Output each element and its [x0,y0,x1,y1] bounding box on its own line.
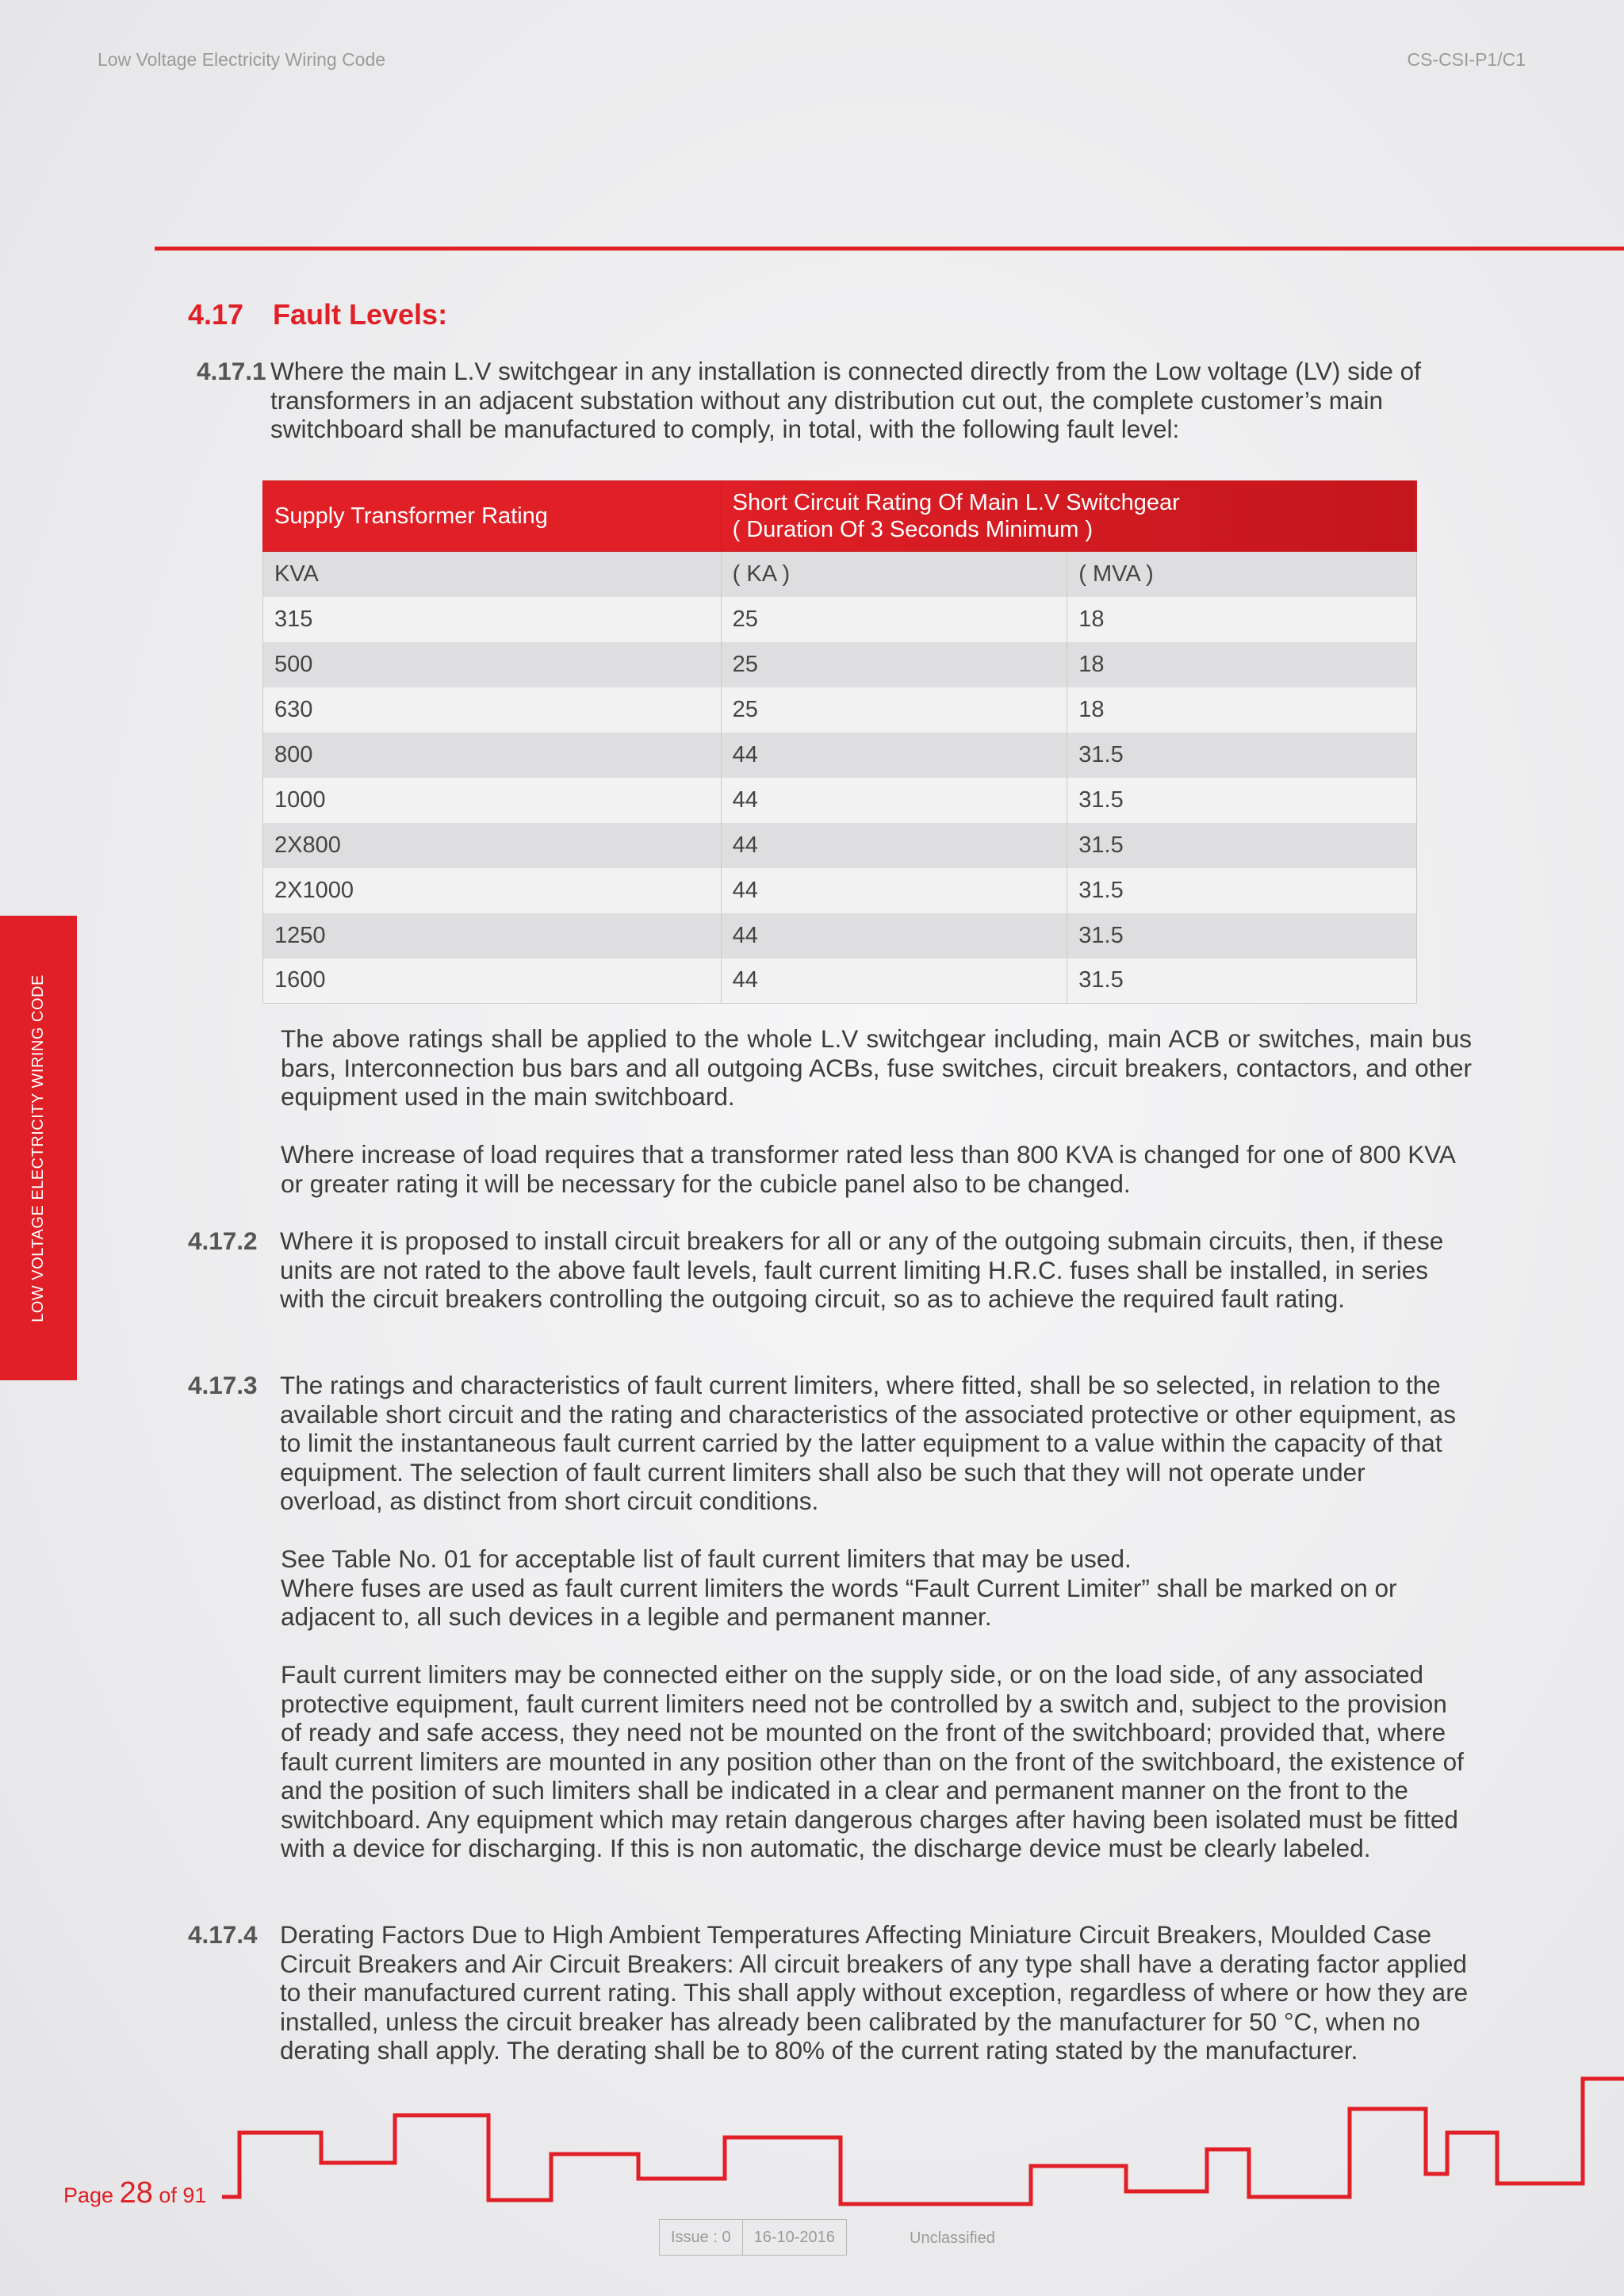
side-tab-label: LOW VOLTAGE ELECTRICITY WIRING CODE [29,974,48,1322]
clause-text: Derating Factors Due to High Ambient Temperatures Affecting Miniature Circuit Breakers, Moulded Case Circuit Breakers and Air Circuit Breakers: All circuit breakers of any type shall have a derating factor applied to their manufactured current rating. This shall apply without exception, regardless of where or how they are installed, unless the circuit breaker has already been calibrated by the manufacturer for 50 °C, when no derating shall apply. The derating shall be to 80% of the current rating stated by the manufacturer. [280,1920,1469,2064]
section-title: Fault Levels: [273,298,448,331]
cell-kva: 2X800 [263,823,722,868]
clause-number: 4.17.2 [188,1226,258,1255]
cell-kva: 1600 [263,959,722,1004]
cell-ka: 44 [721,733,1067,778]
cell-ka: 25 [721,642,1067,687]
limiter-connection-paragraph: Fault current limiters may be connected either on the supply side, or on the load side, of any associated protective equipment, fault current limiters need not be controlled by a switch and, subject to the provision of ready and safe access, they need not be mounted on the front of the switchboard; provided that, where fault current limiters are mounted in any position other than on the front of the switchboard, the existence of and the position of such limiters shall be indicated in a clear and permanent manner on the front to the switchboard. Any equipment which may retain dangerous charges after having been isolated must be fitted with a device for discharging. If this is non automatic, the discharge device must be clearly labeled. [281,1660,1464,1862]
clause-text: The ratings and characteristics of fault current limiters, where fitted, shall be so selected, in relation to the available short circuit and the rating and characteristics of the associated protective or other equipment, as to limit the instantaneous fault current carried by the latter equipment to a value within the capacity of that equipment. The selection of fault current limiters shall also be such that they will not operate under overload, as distinct from short circuit conditions. [280,1371,1457,1515]
load-increase-paragraph: Where increase of load requires that a transformer rated less than 800 KVA is changed for one of 800 KVA or greater rating it will be necessary for the cubicle panel also to be changed. [281,1140,1455,1198]
cell-kva: 630 [263,687,722,733]
cell-mva: 31.5 [1067,823,1417,868]
cell-kva: 500 [263,642,722,687]
unit-mva: ( MVA ) [1067,552,1417,597]
issue-info-box [659,2219,847,2256]
unit-kva: KVA [263,552,722,597]
classification-label: Unclassified [910,2229,995,2247]
limiter-table-reference-line: See Table No. 01 for acceptable list of fault current limiters that may be used. [281,1544,1132,1573]
clause-text: Where it is proposed to install circuit breakers for all or any of the outgoing submain circuits, then, if these units are not rated to the above fault levels, fault current limiting H.R.C. fuses shall be installed, in series with the circuit breakers controlling the outgoing circuit, so as to achieve the required fault rating. [280,1226,1444,1313]
header-short-circuit-line1: Short Circuit Rating Of Main L.V Switchgear [732,490,1180,515]
header-short-circuit-line2: ( Duration Of 3 Seconds Minimum ) [732,517,1094,542]
cell-mva: 18 [1067,642,1417,687]
limiter-marking-text: Where fuses are used as fault current limiters the words “Fault Current Limiter” shall be marked on or adjacent to, all such devices in a legible and permanent manner. [281,1573,1397,1631]
cell-ka: 44 [721,913,1067,959]
header-document-code: CS-CSI-P1/C1 [1407,49,1526,70]
page-current: 28 [119,2176,153,2210]
clause-number: 4.17.1 [197,357,266,385]
cell-mva: 31.5 [1067,913,1417,959]
cell-kva: 315 [263,597,722,642]
header-document-title: Low Voltage Electricity Wiring Code [98,49,386,70]
page-prefix: Page [63,2183,114,2207]
cell-ka: 25 [721,687,1067,733]
clause-number: 4.17.3 [188,1371,258,1399]
cell-ka: 44 [721,959,1067,1004]
clause-text: Where the main L.V switchgear in any installation is connected directly from the Low voltage (LV) side of transformers in an adjacent substation without any distribution cut out, the complete customer’s main switchboard shall be manufactured to comply, in total, with the following fault level: [270,357,1421,443]
page-number [63,2176,206,2210]
cell-kva: 1250 [263,913,722,959]
issue-date: 16-10-2016 [742,2220,846,2255]
cell-ka: 25 [721,597,1067,642]
cell-mva: 18 [1067,687,1417,733]
header-transformer-rating: Supply Transformer Rating [263,481,722,552]
cell-mva: 31.5 [1067,959,1417,1004]
cell-mva: 31.5 [1067,868,1417,913]
cell-kva: 2X1000 [263,868,722,913]
cell-kva: 800 [263,733,722,778]
section-number: 4.17 [188,298,244,331]
table-note-paragraph: The above ratings shall be applied to the whole L.V switchgear including, main ACB or switches, main bus bars, Interconnection bus bars and all outgoing ACBs, fuse switches, circuit breakers, contactors, and other equipment used in the main switchboard. [281,1024,1472,1111]
cell-ka: 44 [721,778,1067,823]
unit-ka: ( KA ) [721,552,1067,597]
cell-kva: 1000 [263,778,722,823]
cell-mva: 18 [1067,597,1417,642]
cell-ka: 44 [721,868,1067,913]
cell-mva: 31.5 [1067,733,1417,778]
page-total: of 91 [159,2183,207,2207]
issue-number: Issue : 0 [671,2228,731,2246]
clause-number: 4.17.4 [188,1920,258,1949]
cell-mva: 31.5 [1067,778,1417,823]
cell-ka: 44 [721,823,1067,868]
